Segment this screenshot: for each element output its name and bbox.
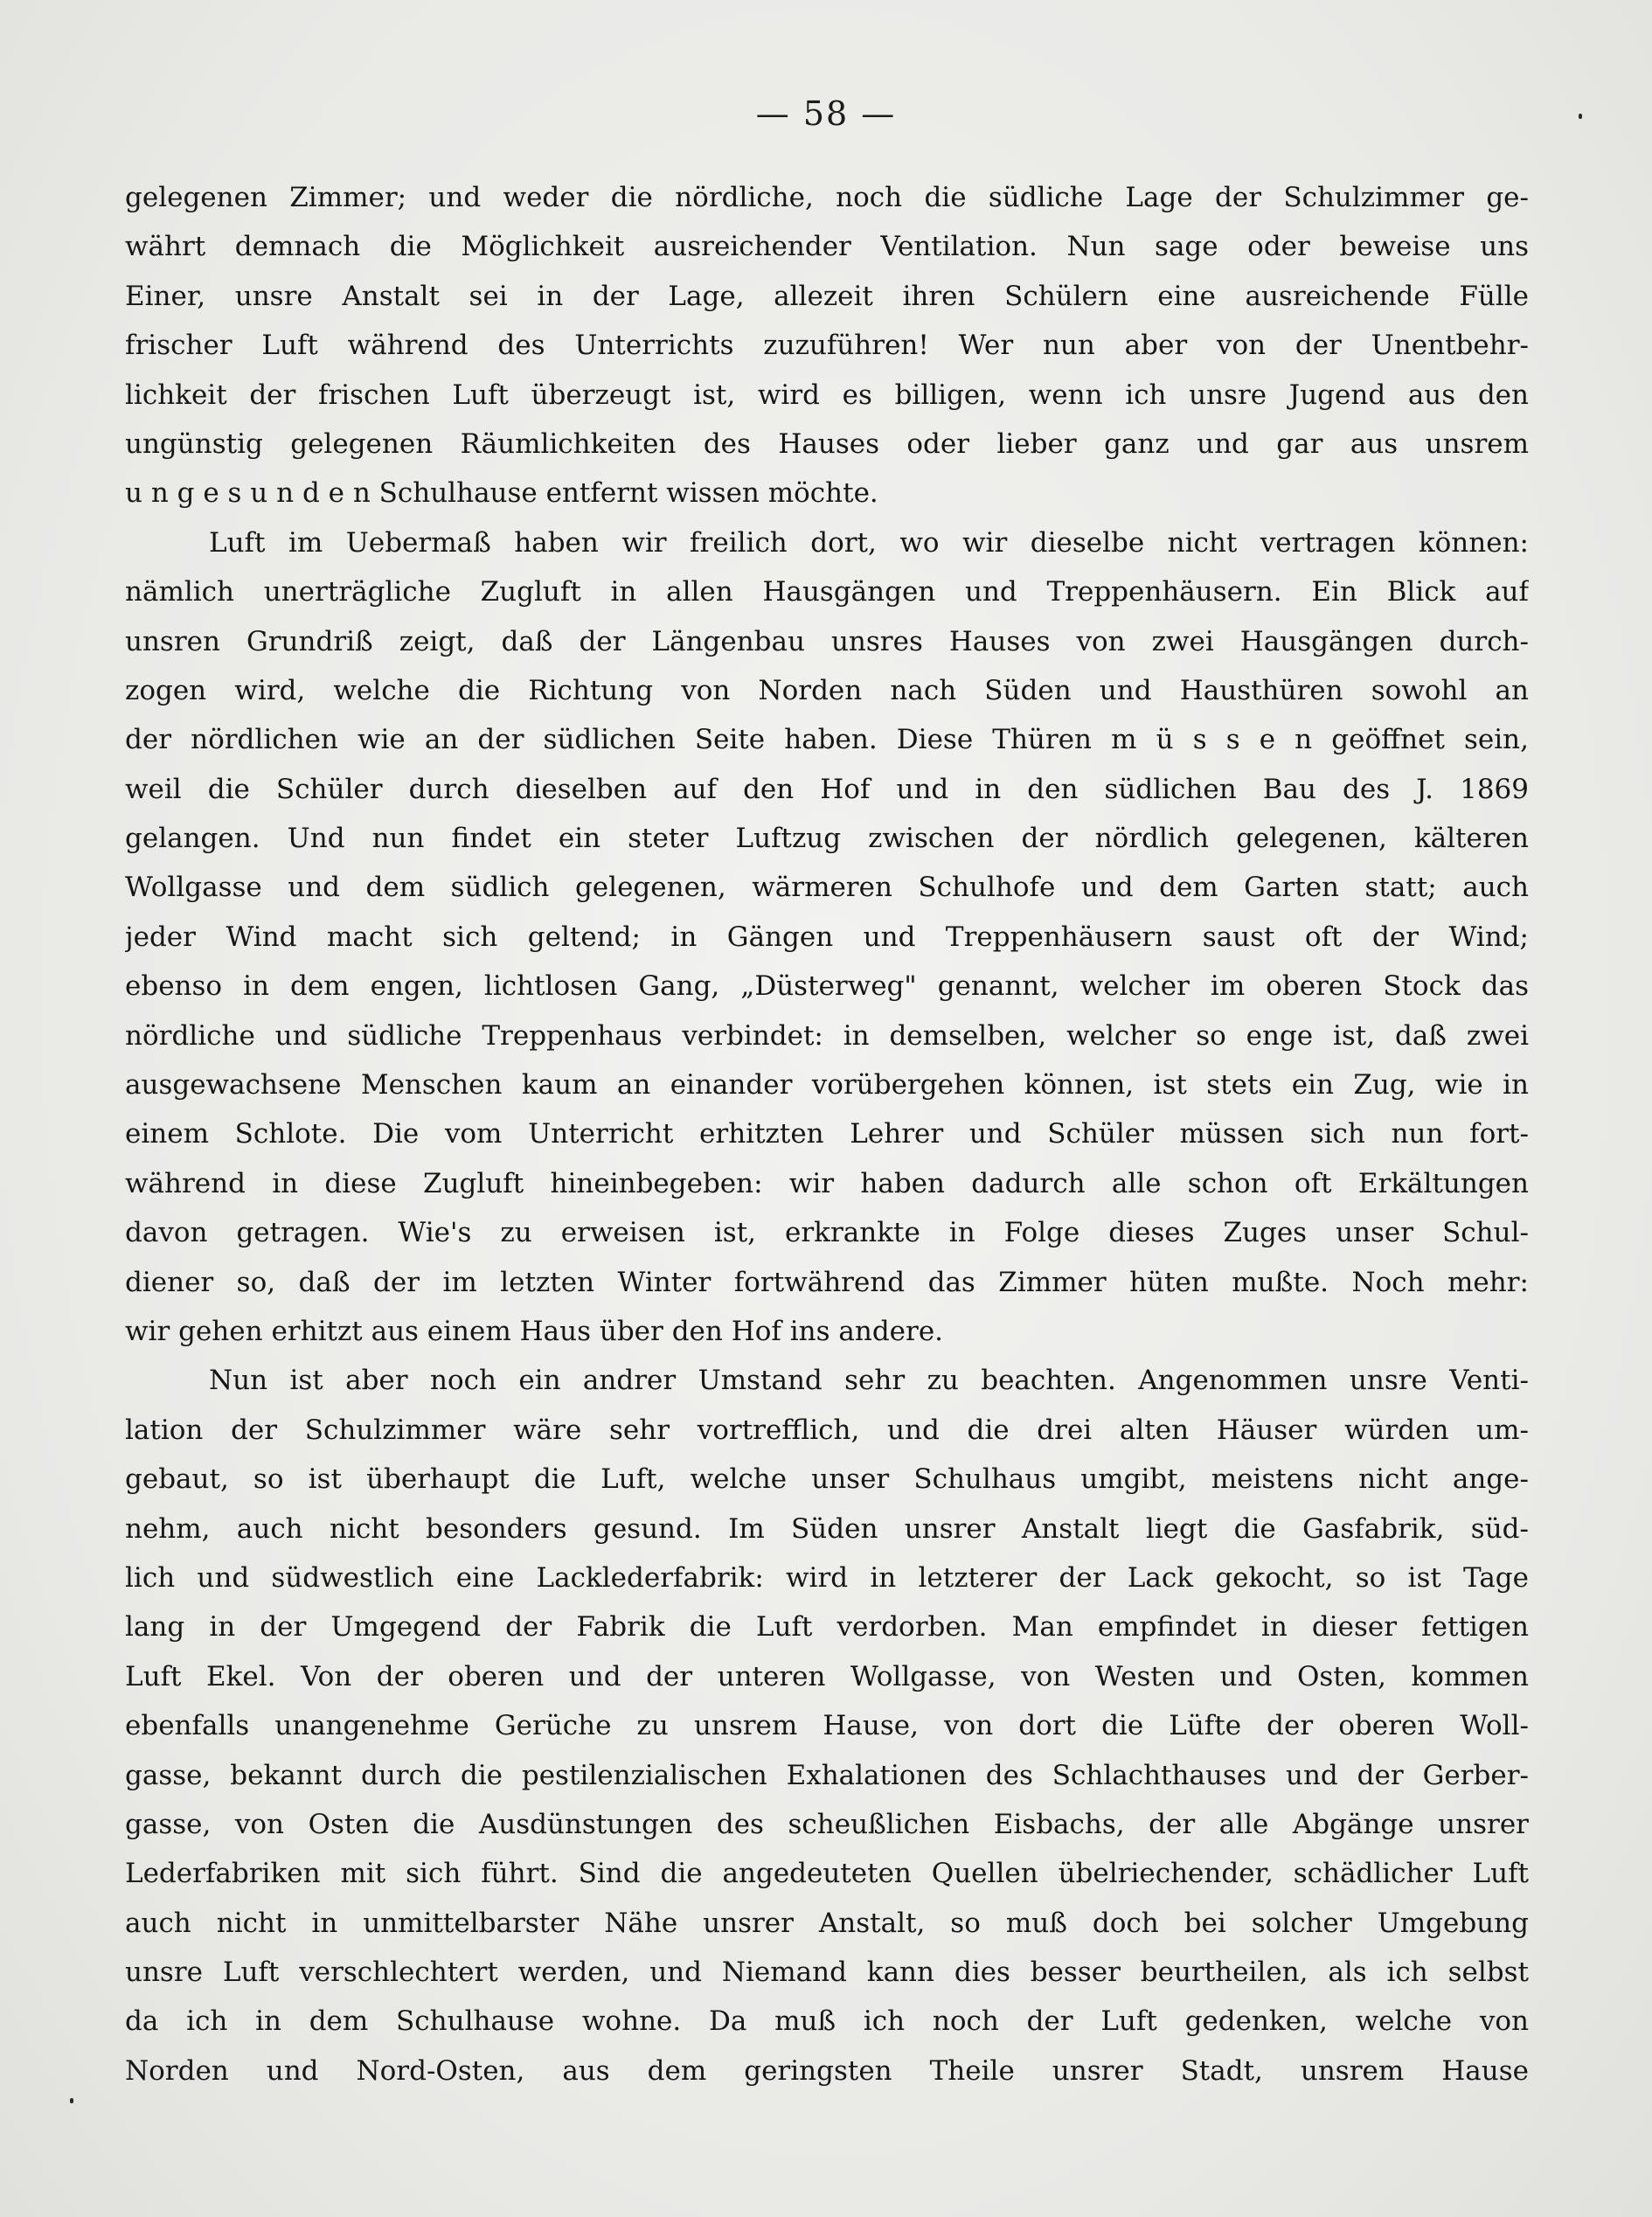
text-line: währt demnach die Möglichkeit ausreichender Ventilation. Nun sage oder beweise uns	[125, 231, 1529, 263]
text-line: lichkeit der frischen Luft überzeugt ist, wird es billigen, wenn ich unsre Jugend aus den	[125, 379, 1529, 411]
text-line: nämlich unerträgliche Zugluft in allen Hausgängen und Treppenhäusern. Ein Blick auf	[125, 576, 1529, 608]
text-line: frischer Luft während des Unterrichts zuzuführen! Wer nun aber von der Unentbehr-	[125, 330, 1529, 362]
text-line: gasse, bekannt durch die pestilenzialischen Exhalationen des Schlachthauses und der Gerber-	[125, 1759, 1529, 1791]
text-line: Nun ist aber noch ein andrer Umstand sehr zu beachten. Angenommen unsre Venti-	[209, 1365, 1529, 1397]
text-line: nördliche und südliche Treppenhaus verbindet: in demselben, welcher so enge ist, daß zwei	[125, 1019, 1529, 1052]
text-line: gelangen. Und nun findet ein steter Luftzug zwischen der nördlich gelegenen, kälteren	[125, 823, 1529, 855]
text-line: zogen wird, welche die Richtung von Norden nach Süden und Hausthüren sowohl an	[125, 674, 1529, 706]
page-number: — 58 —	[755, 94, 897, 133]
text-line: davon getragen. Wie's zu erweisen ist, erkrankte in Folge dieses Zuges unser Schul-	[125, 1217, 1529, 1249]
text-line: diener so, daß der im letzten Winter fortwährend das Zimmer hüten mußte. Noch mehr:	[125, 1266, 1529, 1298]
text-line: ebenso in dem engen, lichtlosen Gang, „Düsterweg" genannt, welcher im oberen Stock das	[125, 970, 1529, 1003]
text-line: einem Schlote. Die vom Unterricht erhitzten Lehrer und Schüler müssen sich nun fort-	[125, 1118, 1529, 1150]
text-line: nehm, auch nicht besonders gesund. Im Süden unsrer Anstalt liegt die Gasfabrik, süd-	[125, 1512, 1529, 1545]
text-line: gasse, von Osten die Ausdünstungen des scheußlichen Eisbachs, der alle Abgänge unsrer	[125, 1808, 1529, 1840]
text-line: wir gehen erhitzt aus einem Haus über den Hof ins andere.	[125, 1315, 944, 1347]
text-line: da ich in dem Schulhause wohne. Da muß ich noch der Luft gedenken, welche von	[125, 2005, 1529, 2038]
text-line: Lederfabriken mit sich führt. Sind die angedeuteten Quellen übelriechender, schädlicher Luft	[125, 1858, 1529, 1890]
text-line: lang in der Umgegend der Fabrik die Luft verdorben. Man empfindet in dieser fettigen	[125, 1611, 1529, 1644]
text-line: weil die Schüler durch dieselben auf den Hof und in den südlichen Bau des J. 1869	[125, 773, 1529, 805]
text-line: der nördlichen wie an der südlichen Seite haben. Diese Thüren m ü s s e n geöffnet sein,	[125, 724, 1529, 756]
paragraph-3	[125, 1356, 1529, 2095]
text-line: Luft Ekel. Von der oberen und der unteren Wollgasse, von Westen und Osten, kommen	[125, 1660, 1529, 1692]
text-line: Luft im Uebermaß haben wir freilich dort, wo wir dieselbe nicht vertragen können:	[209, 526, 1529, 559]
text-line: auch nicht in unmittelbarster Nähe unsrer Anstalt, so muß doch bei solcher Umgebung	[125, 1907, 1529, 1939]
paragraph-2	[125, 518, 1529, 1357]
text-line: lich und südwestlich eine Lacklederfabrik: wird in letzterer der Lack gekocht, so ist Tage	[125, 1561, 1529, 1594]
text-line: unsre Luft verschlechtert werden, und Niemand kann dies besser beurtheilen, als ich selbst	[125, 1956, 1529, 1989]
text-line: lation der Schulzimmer wäre sehr vortrefflich, und die drei alten Häuser würden um-	[125, 1414, 1529, 1446]
text-line: gebaut, so ist überhaupt die Luft, welche unser Schulhaus umgibt, meistens nicht ange-	[125, 1463, 1529, 1496]
text-line: gelegenen Zimmer; und weder die nördliche, noch die südliche Lage der Schulzimmer ge-	[125, 182, 1529, 213]
text-line: Norden und Nord-Osten, aus dem geringsten Theile unsrer Stadt, unsrem Hause	[125, 2054, 1529, 2087]
ink-speck	[70, 2098, 73, 2103]
text-line: jeder Wind macht sich geltend; in Gängen und Treppenhäusern saust oft der Wind;	[125, 921, 1529, 953]
text-line: Wollgasse und dem südlich gelegenen, wärmeren Schulhofe und dem Garten statt; auch	[125, 872, 1529, 904]
text-line: Einer, unsre Anstalt sei in der Lage, allezeit ihren Schülern eine ausreichende Fülle	[125, 280, 1529, 312]
ink-speck	[1579, 114, 1582, 119]
text-line: ungünstig gelegenen Räumlichkeiten des Hauses oder lieber ganz und gar aus unsrem	[125, 427, 1529, 460]
text-line: u n g e s u n d e n Schulhause entfernt wissen möchte.	[125, 477, 878, 510]
paragraph-1	[125, 173, 1529, 518]
text-line: unsren Grundriß zeigt, daß der Längenbau unsres Hauses von zwei Hausgängen durch-	[125, 625, 1529, 657]
text-line: während in diese Zugluft hineinbegeben: wir haben dadurch alle schon oft Erkältungen	[125, 1167, 1529, 1199]
body-text	[125, 173, 1529, 2095]
text-line: ausgewachsene Menschen kaum an einander vorübergehen können, ist stets ein Zug, wie in	[125, 1069, 1529, 1102]
text-line: ebenfalls unangenehme Gerüche zu unsrem Hause, von dort die Lüfte der oberen Woll-	[125, 1710, 1529, 1742]
